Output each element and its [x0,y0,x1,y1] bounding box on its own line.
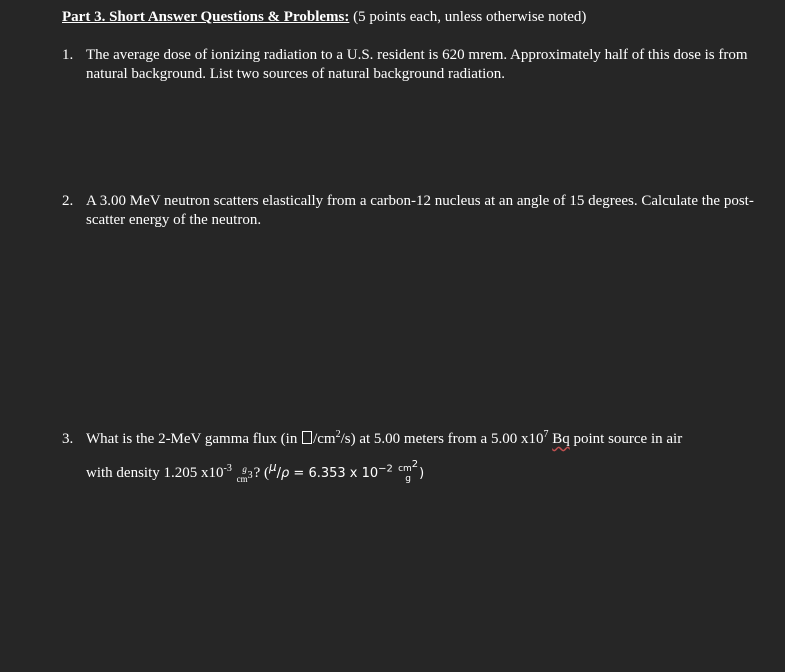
density-unit-fraction [237,464,253,484]
mu-symbol: μ [269,460,277,474]
rho-symbol: ρ [281,466,290,481]
question-text: The average dose of ionizing radiation to a U.S. resident is 620 mrem. Approximately half of this dose is from natural background. List two sources of natural background radiation. [86,47,748,82]
section-note: (5 points each, unless otherwise noted) [349,9,587,25]
superscript: 7 [543,429,549,440]
superscript: −2 [378,463,393,475]
question-text-line-2 [86,458,424,484]
question-number: 1. [62,47,74,63]
section-heading [62,9,586,26]
missing-glyph-icon [302,431,312,444]
fraction-numerator: g [242,463,247,474]
spellcheck-word: Bq [552,431,570,447]
text-segment: /s) at 5.00 meters from a 5.00 x10 [340,431,544,447]
text-segment: point source in air [569,431,683,447]
text-segment: = 6.353 x 10 [289,466,379,481]
text-segment: What is the 2-MeV gamma flux (in [86,431,302,447]
question-number: 2. [62,193,74,209]
superscript: -3 [223,463,232,474]
fraction-denominator [236,469,253,484]
text-segment: cm [398,463,412,474]
text-segment: / [276,466,282,481]
question-text: A 3.00 MeV neutron scatters elastically from a carbon-12 nucleus at an angle of 15 degrees. Calculate the post-scatter energy of the neutron. [86,193,754,228]
text-segment: with density 1.205 x10 [86,465,224,481]
coefficient-unit-fraction [398,458,419,484]
fraction-denominator: g [405,473,411,484]
superscript: 2 [335,429,341,440]
question-number: 3. [62,431,74,447]
superscript: 2 [411,458,419,470]
text-segment: ) [419,466,425,481]
section-title: Part 3. Short Answer Questions & Problems: [62,9,350,25]
superscript: 3 [247,469,253,481]
text-segment: ? ( [253,465,269,481]
fraction-numerator [398,458,419,474]
question-text-line-1 [86,430,766,449]
text-segment: /cm [313,431,336,447]
attenuation-formula [269,458,425,484]
text-segment: cm [236,473,248,484]
